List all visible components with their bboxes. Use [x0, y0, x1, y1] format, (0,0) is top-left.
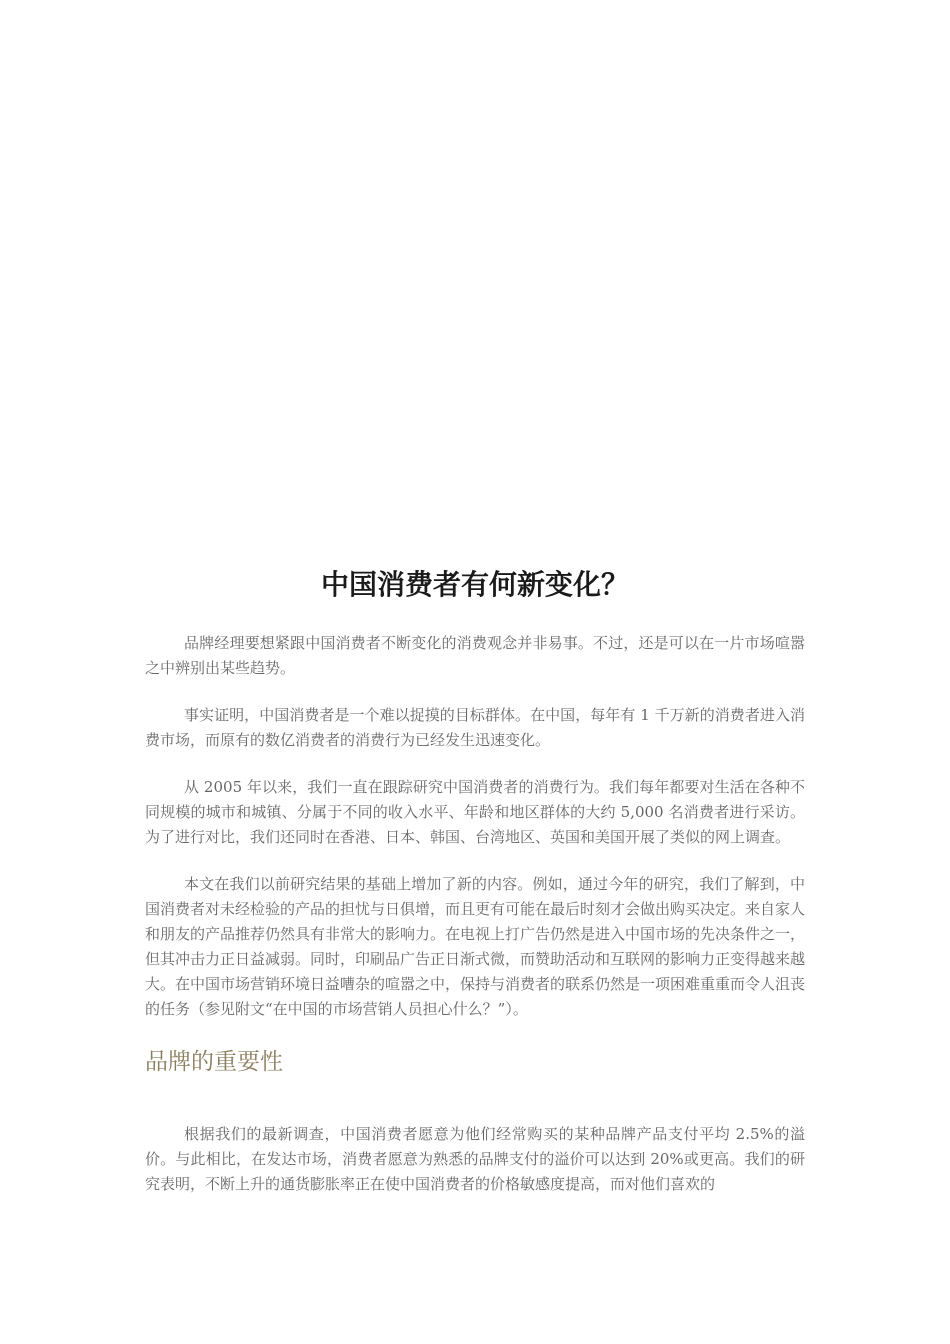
section-heading-brand-importance: 品牌的重要性: [145, 1049, 283, 1075]
paragraph-intro: 品牌经理要想紧跟中国消费者不断变化的消费观念并非易事。不过，还是可以在一片市场喧嚣之中辨别出某些趋势。: [145, 634, 805, 677]
document-title: 中国消费者有何新变化？: [320, 568, 629, 601]
document-body: [145, 631, 805, 1219]
paragraph-new-findings: 本文在我们以前研究结果的基础上增加了新的内容。例如，通过今年的研究，我们了解到，中国消费者对未经检验的产品的担忧与日俱增，而且更有可能在最后时刻才会做出购买决定。来自家人和朋友的产品推荐仍然具有非常大的影响力。在电视上打广告仍然是进入中国市场的先决条件之一，但其冲击力正日益减弱。同时，印刷品广告正日渐式微，而赞助活动和互联网的影响力正变得越来越大。在中国市场营销环境日益嘈杂的喧嚣之中，保持与消费者的联系仍然是一项困难重重而令人沮丧的任务（参见附文“在中国的市场营销人员担心什么？”）。: [145, 875, 806, 1018]
paragraph-target-group: 事实证明，中国消费者是一个难以捉摸的目标群体。在中国，每年有 1 千万新的消费者进入消费市场，而原有的数亿消费者的消费行为已经发生迅速变化。: [145, 706, 805, 749]
paragraph-research-method: 从 2005 年以来，我们一直在跟踪研究中国消费者的消费行为。我们每年都要对生活在各种不同规模的城市和城镇、分属于不同的收入水平、年龄和地区群体的大约 5,000 名消费者进行采访。为了进行对比，我们还同时在香港、日本、韩国、台湾地区、英国和美国开展了类似的网上调查。: [145, 778, 805, 846]
paragraph-brand-premium: 根据我们的最新调查，中国消费者愿意为他们经常购买的某种品牌产品支付平均 2.5%的溢价。与此相比，在发达市场，消费者愿意为熟悉的品牌支付的溢价可以达到 20%或更高。我们的研究表明，不断上升的通货膨胀率正在使中国消费者的价格敏感度提高，而对他们喜欢的: [145, 1125, 805, 1193]
